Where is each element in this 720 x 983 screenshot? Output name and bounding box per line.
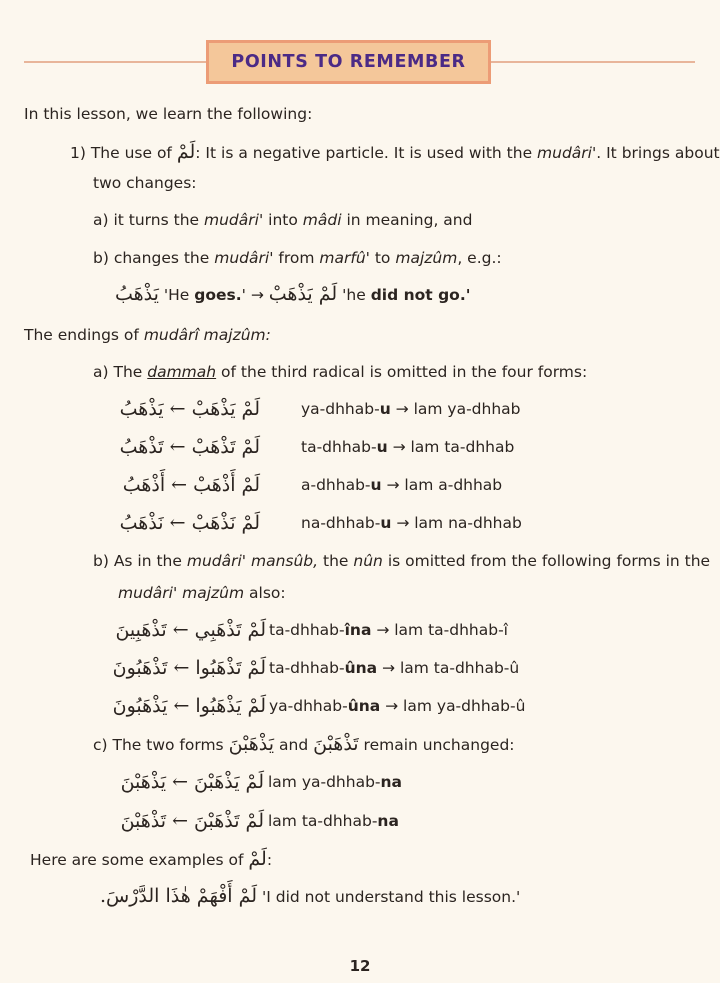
tr-part: a-dhhab- <box>301 476 371 494</box>
example-translation: 'I did not understand this lesson.' <box>261 888 521 906</box>
a-row-1-translit <box>301 398 521 420</box>
tr-bold: u <box>376 438 388 456</box>
arabic-yadhhabna: يَذْهَبْنَ <box>228 733 275 755</box>
example-he: 'He <box>163 286 190 304</box>
arabic-lam-2: لَمْ <box>248 848 267 870</box>
c-row-2-translit <box>268 810 399 832</box>
term-nun: nûn <box>353 552 383 570</box>
tr-bold: ûna <box>347 697 381 715</box>
tr-part: ya-dhhab- <box>269 697 348 715</box>
point1-example <box>115 283 470 306</box>
a-row-3-translit <box>301 474 502 496</box>
point1-b-mid2: ' to <box>365 249 391 267</box>
tr-part: na-dhhab- <box>301 514 381 532</box>
tr-part: → lam na-dhhab <box>391 514 522 532</box>
example-sentence <box>100 885 520 908</box>
term-madi: mâdi <box>302 211 342 229</box>
header-rule-left <box>24 61 206 63</box>
header-rule-right <box>491 61 695 63</box>
point1-lead: 1) The use of <box>70 144 172 162</box>
example-did-not-go: did not go.' <box>370 286 471 304</box>
a-row-4-translit <box>301 512 522 534</box>
c-row-2-arabic: لَمْ تَذْهَبْنَ ← تَذْهَبْنَ <box>120 810 264 832</box>
arabic-tadhhabna: تَذْهَبْنَ <box>313 733 359 755</box>
tr-bold: na <box>377 812 399 830</box>
section-title-box <box>206 40 491 84</box>
term-mudari-majzum: mudârî majzûm: <box>143 326 271 344</box>
b-row-1-arabic: لَمْ تَذْهَبِي ← تَذْهَبِينَ <box>115 619 266 641</box>
examples-heading <box>30 848 272 871</box>
c-row-1-translit <box>268 771 402 793</box>
endings-b-rest: is omitted from the following forms in the <box>387 552 711 570</box>
tr-part: ya-dhhab- <box>301 400 380 418</box>
endings-c-rest: remain unchanged: <box>363 736 515 754</box>
examples-colon: : <box>266 851 273 869</box>
term-majzum: majzûm <box>395 249 458 267</box>
tr-part: → lam ta-dhhab <box>387 438 515 456</box>
point1-a-lead: a) it turns the <box>93 211 200 229</box>
endings-lead: The endings of <box>24 326 139 344</box>
a-row-4-arabic: لَمْ نَذْهَبْ ← نَذْهَبُ <box>119 512 260 534</box>
a-row-2-translit <box>301 436 514 458</box>
term-dammah: dammah <box>147 363 217 381</box>
tr-part: → lam ta-dhhab-î <box>371 621 508 639</box>
term-mudari: mudâri <box>537 144 592 162</box>
tr-part: → lam ya-dhhab-û <box>380 697 526 715</box>
page-number: 12 <box>349 957 371 975</box>
point1-rest2: '. It brings about <box>592 144 720 162</box>
intro-text: In this lesson, we learn the following: <box>24 105 313 123</box>
section-title: POINTS TO REMEMBER <box>231 52 466 72</box>
point1-a-rest: in meaning, and <box>341 211 473 229</box>
term-marfu: marfû <box>319 249 366 267</box>
endings-b-line2-rest: also: <box>244 584 286 602</box>
a-row-3-arabic: لَمْ أَذْهَبْ ← أَذْهَبُ <box>122 474 260 496</box>
tr-bold: îna <box>344 621 372 639</box>
point1-rest1: : It is a negative particle. It is used with the <box>195 144 533 162</box>
point1-line2: two changes: <box>93 174 197 192</box>
tr-bold: u <box>380 514 392 532</box>
examples-lead: Here are some examples of <box>30 851 244 869</box>
point1-line1 <box>70 141 720 164</box>
b-row-3-arabic: لَمْ يَذْهَبُوا ← يَذْهَبُونَ <box>112 695 266 717</box>
tr-part: → lam a-dhhab <box>381 476 503 494</box>
endings-b-lead: b) As in the <box>93 552 182 570</box>
tr-bold: na <box>380 773 403 791</box>
tr-part: → lam ta-dhhab-û <box>377 659 520 677</box>
a-row-2-arabic: لَمْ تَذْهَبْ ← تَذْهَبُ <box>119 436 260 458</box>
tr-part: ta-dhhab- <box>269 659 345 677</box>
arabic-lam-yadhhab: لَمْ يَذْهَبْ <box>268 283 338 305</box>
b-row-2-arabic: لَمْ تَذْهَبُوا ← تَذْهَبُونَ <box>112 657 266 679</box>
endings-c-and: and <box>279 736 309 754</box>
example-goes: goes. <box>194 286 242 304</box>
endings-b <box>93 550 710 572</box>
point1-b-mid: ' from <box>269 249 315 267</box>
term-mudari-a: mudâri <box>204 211 259 229</box>
tr-part: ta-dhhab- <box>301 438 377 456</box>
endings-a-rest: of the third radical is omitted in the four forms: <box>221 363 588 381</box>
term-mudari-majzum-b: mudâri' majzûm <box>118 584 245 602</box>
point1-a-mid: ' into <box>258 211 298 229</box>
example-he2: 'he <box>342 286 366 304</box>
arabic-sentence: لَمْ أَفْهَمْ هٰذَا الدَّرْسَ. <box>100 885 258 907</box>
tr-bold: u <box>379 400 391 418</box>
endings-a <box>93 361 587 383</box>
endings-heading <box>24 324 271 346</box>
tr-bold: u <box>370 476 382 494</box>
tr-part: ta-dhhab- <box>269 621 345 639</box>
tr-part: lam ta-dhhab- <box>268 812 378 830</box>
c-row-1-arabic: لَمْ يَذْهَبْنَ ← يَذْهَبْنَ <box>120 771 264 793</box>
endings-c <box>93 733 515 756</box>
arabic-lam: لَمْ <box>176 141 196 163</box>
term-mudari-b: mudâri <box>214 249 270 267</box>
tr-part: → lam ya-dhhab <box>390 400 521 418</box>
point1-a <box>93 209 472 231</box>
b-row-1-translit <box>269 619 508 641</box>
example-arrow: ' → <box>241 286 264 304</box>
endings-c-lead: c) The two forms <box>93 736 224 754</box>
b-row-3-translit <box>269 695 525 717</box>
b-row-2-translit <box>269 657 519 679</box>
endings-a-lead: a) The <box>93 363 143 381</box>
point1-b <box>93 247 502 269</box>
tr-part: lam ya-dhhab- <box>268 773 381 791</box>
tr-bold: ûna <box>344 659 378 677</box>
term-mudari-mansub: mudâri' mansûb, <box>186 552 319 570</box>
endings-b-mid: the <box>323 552 349 570</box>
arabic-yadhhabu: يَذْهَبُ <box>115 283 159 305</box>
point1-b-lead: b) changes the <box>93 249 210 267</box>
endings-b-line2 <box>118 582 286 604</box>
point1-b-rest: , e.g.: <box>457 249 502 267</box>
a-row-1-arabic: لَمْ يَذْهَبْ ← يَذْهَبُ <box>119 398 260 420</box>
